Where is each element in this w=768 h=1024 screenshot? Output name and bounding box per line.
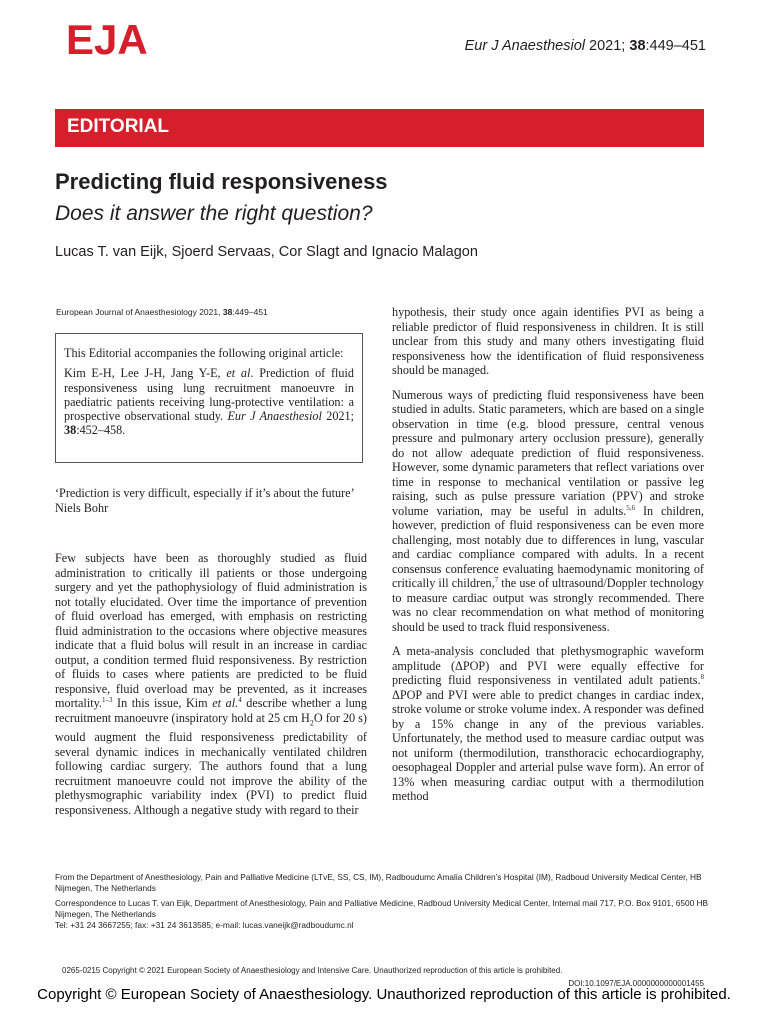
- citation-line: European Journal of Anaesthesiology 2021, 38:449–451: [56, 307, 268, 317]
- doi-link[interactable]: DOI:10.1097/EJA.0000000000001455: [568, 979, 704, 988]
- article-subtitle: Does it answer the right question?: [55, 202, 373, 225]
- box-intro: This Editorial accompanies the following original article:: [64, 346, 344, 360]
- journal-volume: 38: [629, 38, 646, 54]
- journal-reference: [465, 38, 706, 54]
- journal-year: 2021;: [589, 38, 626, 54]
- quote-text: ‘Prediction is very difficult, especially if it’s about the future’: [55, 486, 355, 500]
- contact-line: Tel: +31 24 3667255; fax: +31 24 3613585; e-mail: lucas.vaneijk@radboudumc.nl: [55, 920, 354, 930]
- journal-name: Eur J Anaesthesiol: [464, 38, 586, 54]
- body-paragraph: Numerous ways of predicting fluid responsiveness have been studied in adults. Static parameters, which are based on a single observation in time (e.g. blood pressure, central venous pressure and pulmonary artery occlusion pressure), generally do not allow adequate prediction of fluid responsiveness. However, some dynamic parameters that reflect variations over time in response to mechanical ventilation or passive leg raising, such as pulse pressure variation (PPV) and stroke volume variation, may be useful in adults.$^{5,6}$ In children, however, prediction of fluid responsiveness can be even more challenging, most notably due to differences in lung, vascular and cardiac compliance compared with adults. In a recent consensus conference evaluating haemodynamic monitoring of critically ill children,$^7$ the use of ultrasound/Doppler technology to measure cardiac output was strongly recommended. There was no clear recommendation on what method of monitoring should be used to track fluid responsiveness.: [392, 387, 704, 634]
- section-label: EDITORIAL: [67, 116, 170, 137]
- correspondence-note: Correspondence to Lucas T. van Eijk, Department of Anesthesiology, Pain and Palliative Medicine, Radboud University Medical Center, Internal mail 717, P.O. Box 9101, 6500 HB Nijmegen, The Netherlands Tel: +31 24 3667255; fax: +31 24 3613585; e-mail: lucas.vaneijk@radboudumc.nl: [55, 898, 711, 931]
- right-column-body: [392, 305, 704, 814]
- journal-pages: :449–451: [645, 38, 706, 54]
- left-column-body: [55, 551, 367, 827]
- epigraph-quote: [55, 486, 367, 515]
- body-paragraph: Few subjects have been as thoroughly studied as fluid administration to critically ill patients or those undergoing surgery and yet the pathophysiology of fluid administration is not totally elucidated. Over time the importance of prevention of fluid overload has emerged, with emphasis on restricting fluid administration to the occasions where objective measures indicate that a fluid bolus will result in an increase in cardiac output, a condition termed fluid responsiveness. By restriction of fluids to cases where patients are predicted to be fluid responsive, fluid overload may be prevented, as it increases mortality.$^{1-3}$ In this issue, Kim et al.$^4$ describe whether a lung recruitment manoeuvre (inspiratory hold at 25 cm $H_2O$ for 20 s) would augment the fluid responsiveness predictability of several dynamic indices in mechanically ventilated children following cardiac surgery. The authors found that a lung recruitment manoeuvre could not improve the ability of the plethysmographic variability index (PVI) to predict fluid responsiveness. Although a negative study with regard to their: [55, 551, 367, 817]
- copyright-watermark: Copyright © European Society of Anaesthesiology. Unauthorized reproduction of this article is prohibited.: [37, 986, 731, 1003]
- box-reference: Kim E-H, Lee J-H, Jang Y-E, et al. Prediction of fluid responsiveness using lung recruitment manoeuvre in paediatric patients receiving lung-protective ventilation: a prospective observational study. Eur J Anaesthesiol 2021; 38:452–458.: [64, 366, 355, 438]
- article-title: Predicting fluid responsiveness: [55, 169, 388, 194]
- article-authors: Lucas T. van Eijk, Sjoerd Servaas, Cor Slagt and Ignacio Malagon: [55, 244, 478, 260]
- quote-author: Niels Bohr: [55, 500, 109, 515]
- accompanying-article-box: [55, 333, 363, 463]
- section-banner: [55, 109, 704, 147]
- journal-logo: [66, 20, 162, 60]
- body-paragraph: hypothesis, their study once again identifies PVI as being a reliable predictor of fluid responsiveness in children. It is still unclear from this study and many others investigating fluid responsiveness how the identification of fluid responsiveness should be managed.: [392, 305, 704, 377]
- body-paragraph: A meta-analysis concluded that plethysmographic waveform amplitude (ΔPOP) and PVI were equally effective for predicting fluid responsiveness in ventilated adult patients.$^8$ ΔPOP and PVI were able to predict changes in cardiac index, stroke volume or stroke volume index. A responder was defined by a 15% change in any of the previous variables. Unfortunately, the method used to measure cardiac output was not uniform (thermodilution, transthoracic echocardiography, oesophageal Doppler and arterial pulse wave form). An error of 13% when measuring cardiac output with a thermodilution method: [392, 644, 704, 803]
- logo-text: EJA: [66, 20, 148, 60]
- footer-copyright: 0265-0215 Copyright © 2021 European Society of Anaesthesiology and Intensive Care. Unauthorized reproduction of this article is prohibited.: [62, 966, 563, 975]
- affiliation-note: From the Department of Anesthesiology, Pain and Palliative Medicine (LTvE, SS, CS, IM), Radboudumc Amalia Children’s Hospital (IM), Radboud University Medical Center, HB Nijmegen, The Netherlands: [55, 872, 702, 893]
